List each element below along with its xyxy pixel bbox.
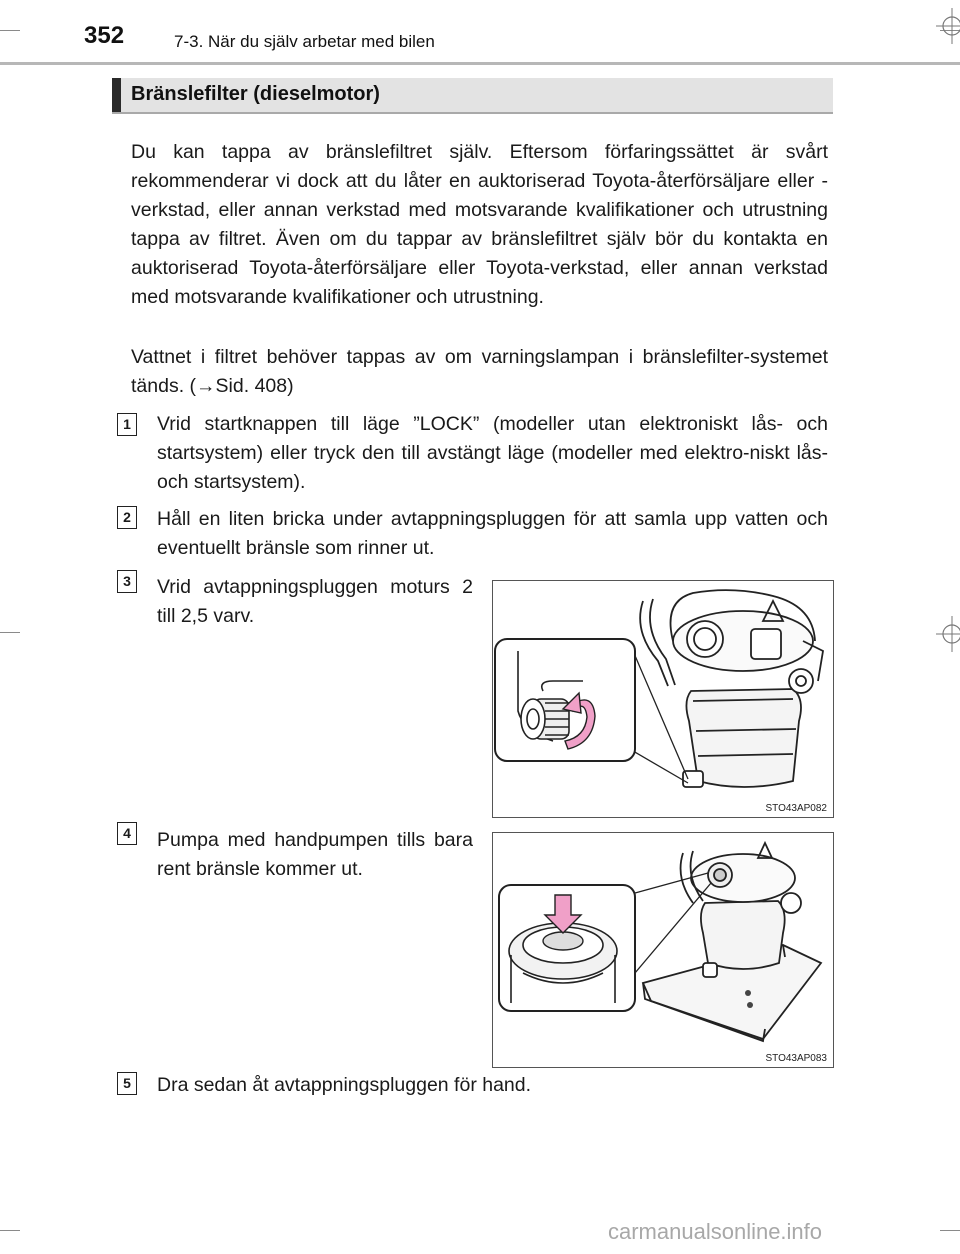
watermark: carmanualsonline.info [608, 1219, 823, 1244]
registration-mark [936, 616, 960, 652]
section-bar [112, 78, 121, 112]
section-heading [112, 78, 833, 114]
drain-plug-illustration-icon [493, 581, 833, 817]
registration-mark [936, 8, 960, 44]
step-text: Dra sedan åt avtappningspluggen för hand. [157, 1074, 532, 1096]
step-number: 3 [117, 570, 137, 593]
warning-paragraph [131, 343, 828, 401]
step-number: 5 [117, 1072, 137, 1095]
step-text: Vrid startknappen till läge ”LOCK” (modeller utan elektroniskt lås- och startsystem) eller tryck den till avstängt läge (modeller med elektro-niskt lås- och startsystem). [157, 413, 828, 493]
step-number: 2 [117, 506, 137, 529]
figure-label: STO43AP082 [765, 803, 827, 814]
step-text: Håll en liten bricka under avtappningspluggen för att samla upp vatten och eventuellt bränsle som rinner ut. [157, 508, 828, 559]
crop-mark [0, 30, 20, 31]
hand-pump-illustration-icon [493, 833, 833, 1067]
arrow-icon: → [196, 375, 216, 397]
step-text: Pumpa med handpumpen tills bara rent bränsle kommer ut. [157, 829, 473, 880]
page-number: 352 [84, 22, 125, 49]
warning-text: Vattnet i filtret behöver tappas av om varningslampan i bränslefilter-systemet tänds. ( [131, 346, 828, 397]
chapter-title: 7-3. När du själv arbetar med bilen [174, 32, 435, 51]
section-title: Bränslefilter (dieselmotor) [131, 83, 380, 105]
crop-mark [0, 632, 20, 633]
intro-paragraph: Du kan tappa av bränslefiltret själv. Eftersom förfaringssättet är svårt rekommenderar vi dock att du låter en auktoriserad Toyota-återförsäljare eller -verkstad, eller annan verkstad med motsvarande kvalifikationer och utrustning tappa av filtret. Även om du tappar av bränslefiltret själv bör du kontakta en auktoriserad Toyota-återförsäljare eller Toyota-verkstad, eller annan verkstad med motsvarande kvalifikationer och utrustning. [131, 141, 828, 308]
figure-hand-pump [492, 832, 834, 1068]
page-reference-link[interactable]: Sid. 408) [215, 375, 294, 397]
crop-mark [0, 1230, 20, 1231]
step-text: Vrid avtappningspluggen moturs 2 till 2,5 varv. [157, 576, 473, 627]
crop-mark [940, 1230, 960, 1231]
step-number: 1 [117, 413, 137, 436]
step-number: 4 [117, 822, 137, 845]
header-rule [0, 62, 960, 65]
figure-drain-plug [492, 580, 834, 818]
figure-label: STO43AP083 [765, 1053, 827, 1064]
